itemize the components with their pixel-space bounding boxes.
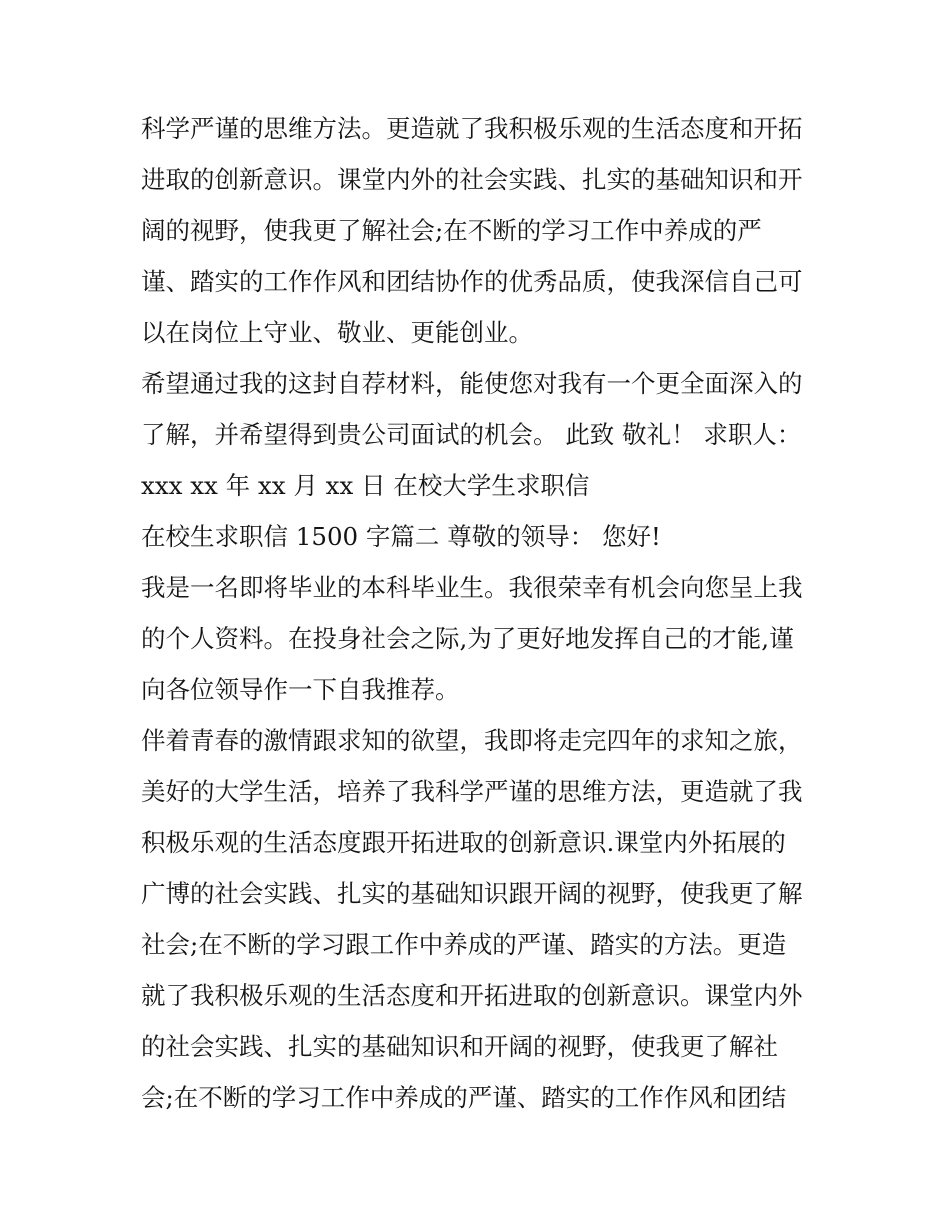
text-line: 向各位领导作一下自我推荐。 [141, 675, 460, 704]
text-line: 积极乐观的生活态度跟开拓进取的创新意识.课堂内外拓展的 [141, 828, 786, 857]
text-line: 美好的大学生活，培养了我科学严谨的思维方法，更造就了我 [141, 777, 803, 806]
text-line: 希望通过我的这封自荐材料，能使您对我有一个更全面深入的 [141, 369, 803, 398]
body-text [141, 103, 821, 1123]
text-line: 谨、踏实的工作作风和团结协作的优秀品质，使我深信自己可 [141, 267, 803, 296]
text-line: xxx xx 年 xx 月 xx 日 在校大学生求职信 [141, 471, 590, 500]
text-line: 进取的创新意识。课堂内外的社会实践、扎实的基础知识和开 [141, 165, 803, 194]
text-line: 会;在不断的学习工作中养成的严谨、踏实的工作作风和团结 [141, 1083, 787, 1112]
text-line: 广博的社会实践、扎实的基础知识跟开阔的视野，使我更了解 [141, 879, 803, 908]
text-line: 伴着青春的激情跟求知的欲望，我即将走完四年的求知之旅， [141, 726, 803, 755]
text-line: 阔的视野，使我更了解社会;在不断的学习工作中养成的严 [141, 216, 762, 245]
text-line: 在校生求职信 1500 字篇二 尊敬的领导： 您好! [141, 522, 661, 551]
text-line: 的社会实践、扎实的基础知识和开阔的视野，使我更了解社 [141, 1032, 778, 1061]
text-line: 社会;在不断的学习跟工作中养成的严谨、踏实的方法。更造 [141, 930, 787, 959]
text-line: 了解，并希望得到贵公司面试的机会。 此致 敬礼！ 求职人： [141, 420, 802, 449]
text-line: 我是一名即将毕业的本科毕业生。我很荣幸有机会向您呈上我 [141, 573, 803, 602]
text-line: 以在岗位上守业、敬业、更能创业。 [141, 318, 533, 347]
text-line: 科学严谨的思维方法。更造就了我积极乐观的生活态度和开拓 [141, 114, 803, 143]
text-line: 的个人资料。在投身社会之际,为了更好地发挥自己的才能,谨 [141, 624, 794, 653]
text-line: 就了我积极乐观的生活态度和开拓进取的创新意识。课堂内外 [141, 981, 803, 1010]
